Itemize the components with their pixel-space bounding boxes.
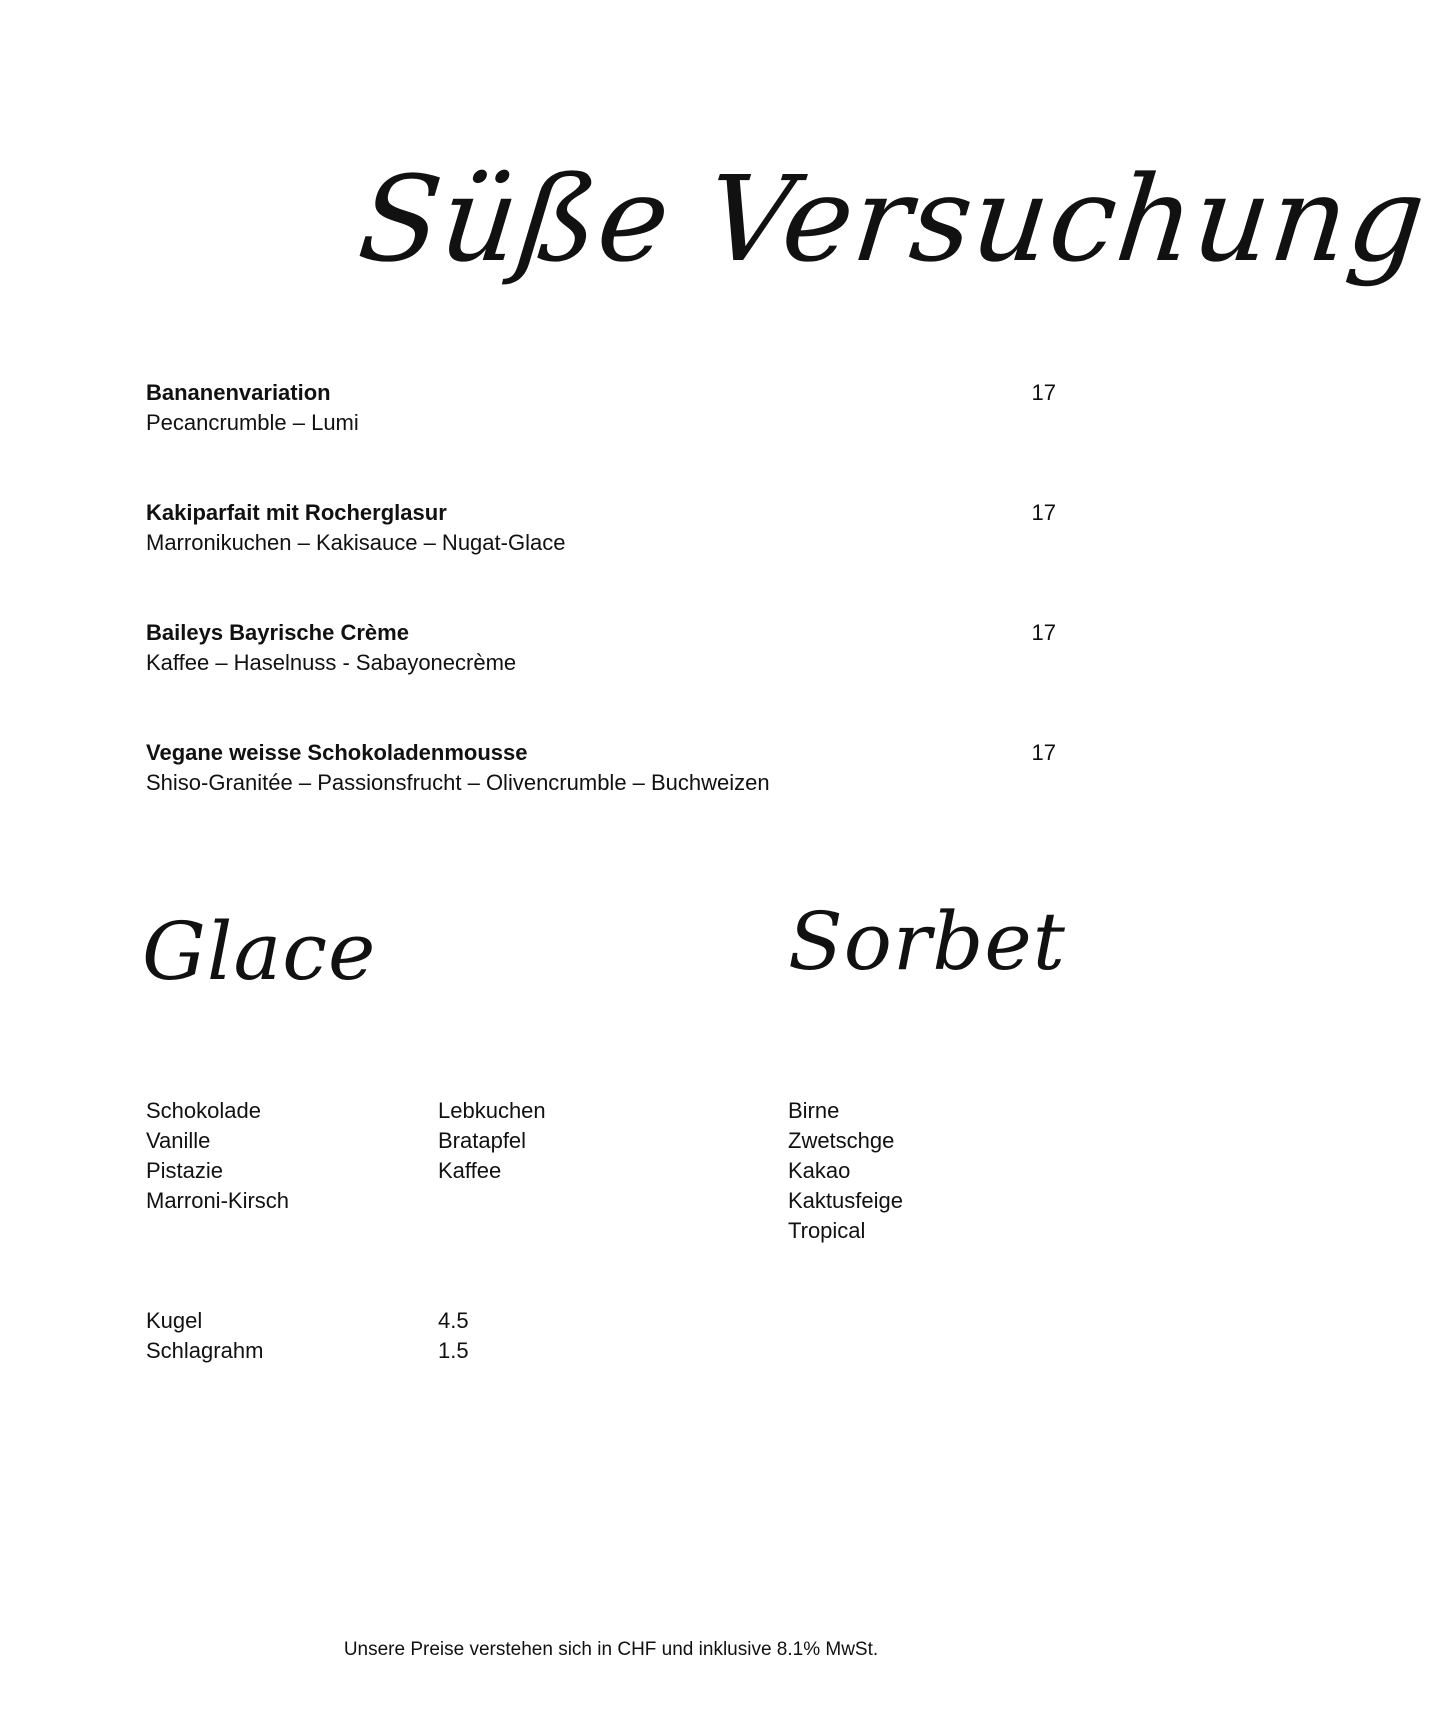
list-item: Pistazie — [146, 1158, 224, 1183]
list-item: Marroni-Kirsch — [146, 1188, 290, 1213]
list-item: Kaktusfeige — [788, 1188, 903, 1213]
glace-list-2 — [438, 1096, 546, 1186]
sorbet-list — [788, 1096, 903, 1246]
menu-item-baileys — [146, 618, 1056, 678]
list-item: Tropical — [788, 1218, 866, 1243]
price-value: 1.5 — [438, 1338, 469, 1363]
list-item: Bratapfel — [438, 1128, 527, 1153]
item-price: 17 — [1031, 380, 1056, 405]
glace-list-1 — [146, 1096, 289, 1216]
item-name: Vegane weisse Schokoladenmousse — [146, 740, 528, 765]
glace-heading: Glace — [142, 905, 377, 998]
item-description: Kaffee – Haselnuss - Sabayonecrème — [146, 650, 517, 675]
list-item: Birne — [788, 1098, 840, 1123]
price-value: 4.5 — [438, 1308, 469, 1333]
menu-item-bananenvariation — [146, 378, 1056, 438]
list-item: Schokolade — [146, 1098, 261, 1123]
price-labels — [146, 1306, 263, 1366]
item-price: 17 — [1031, 500, 1056, 525]
menu-item-kakiparfait — [146, 498, 1056, 558]
list-item: Kaffee — [438, 1158, 502, 1183]
price-label: Kugel — [146, 1308, 203, 1333]
sorbet-heading: Sorbet — [788, 895, 1066, 988]
list-item: Zwetschge — [788, 1128, 895, 1153]
list-item: Kakao — [788, 1158, 851, 1183]
menu-item-vegane-mousse — [146, 738, 1056, 798]
list-item: Vanille — [146, 1128, 211, 1153]
item-price: 17 — [1031, 620, 1056, 645]
item-name: Kakiparfait mit Rocherglasur — [146, 500, 447, 525]
item-description: Pecancrumble – Lumi — [146, 410, 359, 435]
price-values — [438, 1306, 469, 1366]
footer-note: Unsere Preise verstehen sich in CHF und inklusive 8.1% MwSt. — [343, 1639, 879, 1660]
item-description: Shiso-Granitée – Passionsfrucht – Olivencrumble – Buchweizen — [146, 770, 770, 795]
price-label: Schlagrahm — [146, 1338, 264, 1363]
list-item: Lebkuchen — [438, 1098, 546, 1123]
page-title: Süße Versuchung — [352, 150, 1432, 288]
item-description: Marronikuchen – Kakisauce – Nugat-Glace — [146, 530, 566, 555]
item-name: Baileys Bayrische Crème — [146, 620, 409, 645]
item-price: 17 — [1031, 740, 1056, 765]
item-name: Bananenvariation — [146, 380, 331, 405]
